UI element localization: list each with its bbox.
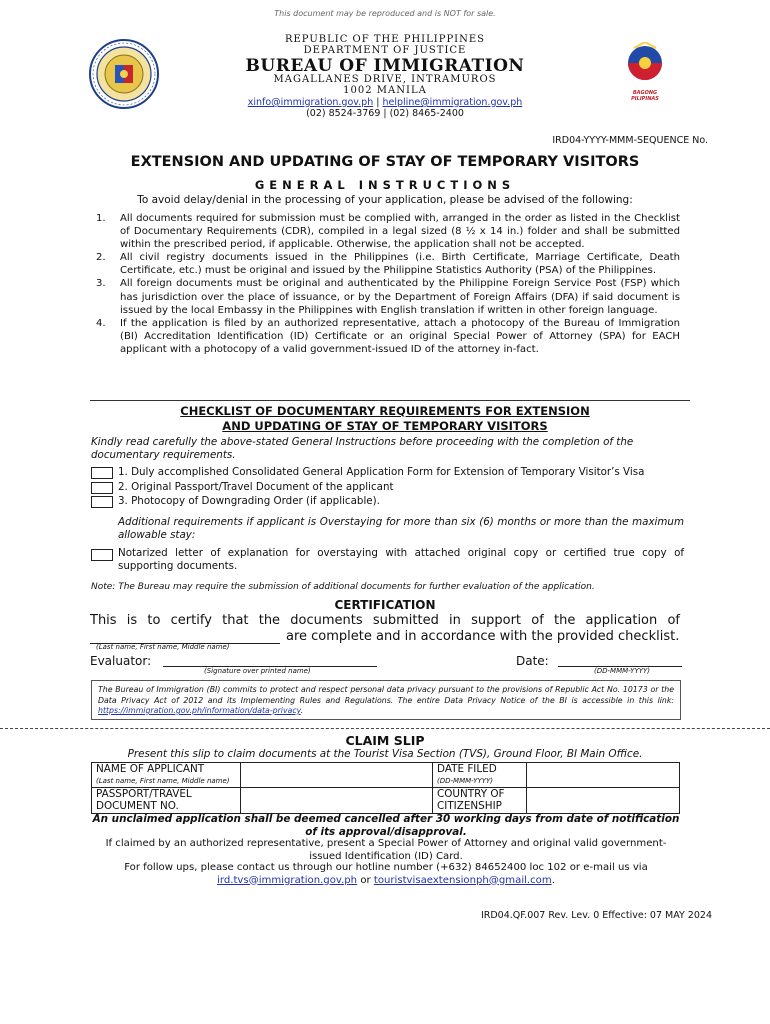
- name-format-caption: (Last name, First name, Middle name): [96, 777, 230, 785]
- date-format-caption: (DD-MMM-YYYY): [437, 777, 494, 785]
- instruction-item: [96, 251, 680, 277]
- department-line: DEPARTMENT OF JUSTICE: [303, 45, 467, 56]
- passport-label: PASSPORT/TRAVEL: [96, 788, 192, 800]
- instruction-text: All civil registry documents issued in the Philippines (i.e. Birth Certificate, Marriage Certificate, Death Certificate, etc.) must be original and issued by the Philippine Statistics Authority (PSA) of the Philippines.: [120, 252, 680, 277]
- instruction-text: All documents required for submission must be complied with, arranged in the order as listed in the Checklist of Documentary Requirements (CDR), compiled in a legal sized (8 ½ x 14 in.) folder and shall be submitted within the prescribed period, if applicable. Otherwise, the application shall not be accepted.: [120, 213, 680, 251]
- reproduction-notice: This document may be reproduced and is NOT for sale.: [274, 9, 496, 18]
- checklist-item: 3. Photocopy of Downgrading Order (if applicable).: [118, 495, 380, 507]
- name-label-cell: [92, 763, 241, 788]
- bureau-name: BUREAU OF IMMIGRATION: [245, 56, 525, 76]
- country-label: CITIZENSHIP: [437, 800, 502, 812]
- instruction-number: 3.: [96, 278, 106, 290]
- logo-text: BAGONG PILIPINAS: [631, 90, 659, 102]
- cut-line: [0, 728, 770, 729]
- date-filed-label: DATE FILED: [437, 763, 497, 775]
- claim-slip-table: [91, 762, 680, 814]
- or-text: or: [360, 874, 371, 886]
- email-separator: |: [376, 97, 380, 108]
- followup-emails: [91, 875, 681, 888]
- additional-requirements-intro: Additional requirements if applicant is Overstaying for more than six (6) months or more than the maximum allowable stay:: [118, 516, 684, 541]
- privacy-text: The Bureau of Immigration (BI) commits to protect and respect personal data privacy pursuant to the provisions of Republic Act No. 10173 or the Data Privacy Act of 2012 and its Implementing Rules and Regulations. The entire Data Privacy Notice of the BI is accessible in this link:: [98, 685, 674, 705]
- name-caption: (Last name, First name, Middle name): [96, 643, 230, 651]
- privacy-end: .: [300, 706, 304, 715]
- claim-slip-title: CLAIM SLIP: [345, 733, 425, 748]
- address-street: MAGALLANES DRIVE, INTRAMUROS: [273, 74, 497, 85]
- date-label-cell: [433, 763, 527, 788]
- form-code-footer: IRD04.QF.007 Rev. Lev. 0 Effective: 07 MAY 2024: [480, 910, 712, 921]
- name-of-applicant-label: NAME OF APPLICANT: [96, 763, 205, 775]
- email-links: [0, 97, 770, 108]
- privacy-link[interactable]: https://immigration.gov.ph/information/data-privacy: [98, 706, 301, 715]
- country-label-cell: [433, 788, 527, 814]
- date-label: Date:: [516, 654, 549, 668]
- checkbox-requirement-1[interactable]: [91, 467, 113, 479]
- republic-line: REPUBLIC OF THE PHILIPPINES: [284, 34, 486, 45]
- certification-statement: This is to certify that the documents submitted in support of the application of: [90, 613, 680, 628]
- checkbox-overstay-letter[interactable]: [91, 549, 113, 561]
- evaluator-label: Evaluator:: [90, 654, 152, 668]
- reference-number: IRD04-YYYY-MMM-SEQUENCE No.: [552, 135, 708, 146]
- checklist-item: 2. Original Passport/Travel Document of the applicant: [118, 481, 394, 493]
- date-caption: (DD-MMM-YYYY): [594, 667, 651, 675]
- instruction-item: [96, 317, 680, 356]
- phone-numbers: (02) 8524-3769 | (02) 8465-2400: [306, 108, 464, 119]
- extension-email-link[interactable]: touristvisaextensionph@gmail.com: [373, 874, 552, 886]
- followup-text: For follow ups, please contact us through our hotline number (+632) 84652400 loc 102 or e-mail us via: [124, 862, 648, 873]
- country-label: COUNTRY OF: [437, 788, 505, 800]
- instruction-number: 2.: [96, 252, 106, 264]
- checklist-title-line: CHECKLIST OF DOCUMENTARY REQUIREMENTS FOR EXTENSION: [180, 404, 590, 418]
- passport-label-cell: [92, 788, 241, 814]
- instruction-item: [96, 212, 680, 251]
- helpline-email-link[interactable]: helpline@immigration.gov.ph: [382, 97, 523, 108]
- citizenship-field[interactable]: [527, 788, 680, 814]
- instructions-intro: To avoid delay/denial in the processing of your application, please be advised of the following:: [137, 194, 633, 206]
- section-divider: [90, 400, 690, 401]
- checklist-title-line: AND UPDATING OF STAY OF TEMPORARY VISITORS: [222, 419, 548, 433]
- additional-requirement-item: Notarized letter of explanation for overstaying with attached original copy or certified true copy of supporting documents.: [118, 547, 684, 572]
- passport-number-field[interactable]: [241, 788, 433, 814]
- instruction-text: All foreign documents must be original and authenticated by the Philippine Foreign Service Post (FSP) which has jurisdiction over the place of issuance, or by the Department of Foreign Affairs (DFA) if said document is issued by the local Embassy in the Philippines with English translation if written in other foreign language.: [120, 278, 680, 316]
- followup-info: [91, 862, 681, 887]
- table-row: [92, 788, 680, 814]
- instruction-number: 4.: [96, 317, 106, 329]
- table-row: [92, 763, 680, 788]
- certification-title: CERTIFICATION: [334, 598, 436, 612]
- info-email-link[interactable]: xinfo@immigration.gov.ph: [247, 97, 374, 108]
- claim-slip-subtitle: Present this slip to claim documents at the Tourist Visa Section (TVS), Ground Floor, BI Main Office.: [127, 748, 643, 760]
- instruction-item: [96, 277, 680, 316]
- general-instructions-heading: GENERAL INSTRUCTIONS: [254, 178, 516, 192]
- unclaimed-warning: An unclaimed application shall be deemed cancelled after 30 working days from date of notification of its approval/disapproval.: [92, 813, 680, 838]
- address-city: 1002 MANILA: [343, 85, 427, 96]
- instructions-list: [96, 212, 680, 356]
- followup-period: .: [551, 874, 555, 886]
- checklist-intro: Kindly read carefully the above-stated General Instructions before proceeding with the completion of the documentary requirements.: [91, 436, 634, 461]
- checkbox-requirement-2[interactable]: [91, 482, 113, 494]
- instruction-text: If the application is filed by an authorized representative, attach a photocopy of the Bureau of Immigration (BI) Accreditation Identification (ID) Certificate or an original Special Power of Attorney (SPA) for EACH applicant with a photocopy of a valid government-issued ID of the attorney in-fact.: [120, 317, 680, 355]
- bureau-note: Note: The Bureau may require the submission of additional documents for further evaluation of the application.: [91, 582, 595, 592]
- document-title: EXTENSION AND UPDATING OF STAY OF TEMPORARY VISITORS: [130, 154, 640, 170]
- representative-note: If claimed by an authorized representative, present a Special Power of Attorney and original valid government-issued Identification (ID) Card.: [105, 838, 667, 862]
- instruction-number: 1.: [96, 213, 106, 224]
- data-privacy-notice: [91, 680, 681, 720]
- tvs-email-link[interactable]: ird.tvs@immigration.gov.ph: [217, 874, 358, 886]
- applicant-name-field[interactable]: [241, 763, 433, 788]
- signature-caption: (Signature over printed name): [204, 667, 311, 675]
- checklist-title: [0, 404, 770, 434]
- checklist-item: 1. Duly accomplished Consolidated General Application Form for Extension of Temporary Visitor’s Visa: [118, 466, 645, 478]
- certification-statement-end: are complete and in accordance with the provided checklist.: [286, 629, 680, 644]
- date-filed-field[interactable]: [527, 763, 680, 788]
- checkbox-requirement-3[interactable]: [91, 496, 113, 508]
- passport-label: DOCUMENT NO.: [96, 800, 179, 812]
